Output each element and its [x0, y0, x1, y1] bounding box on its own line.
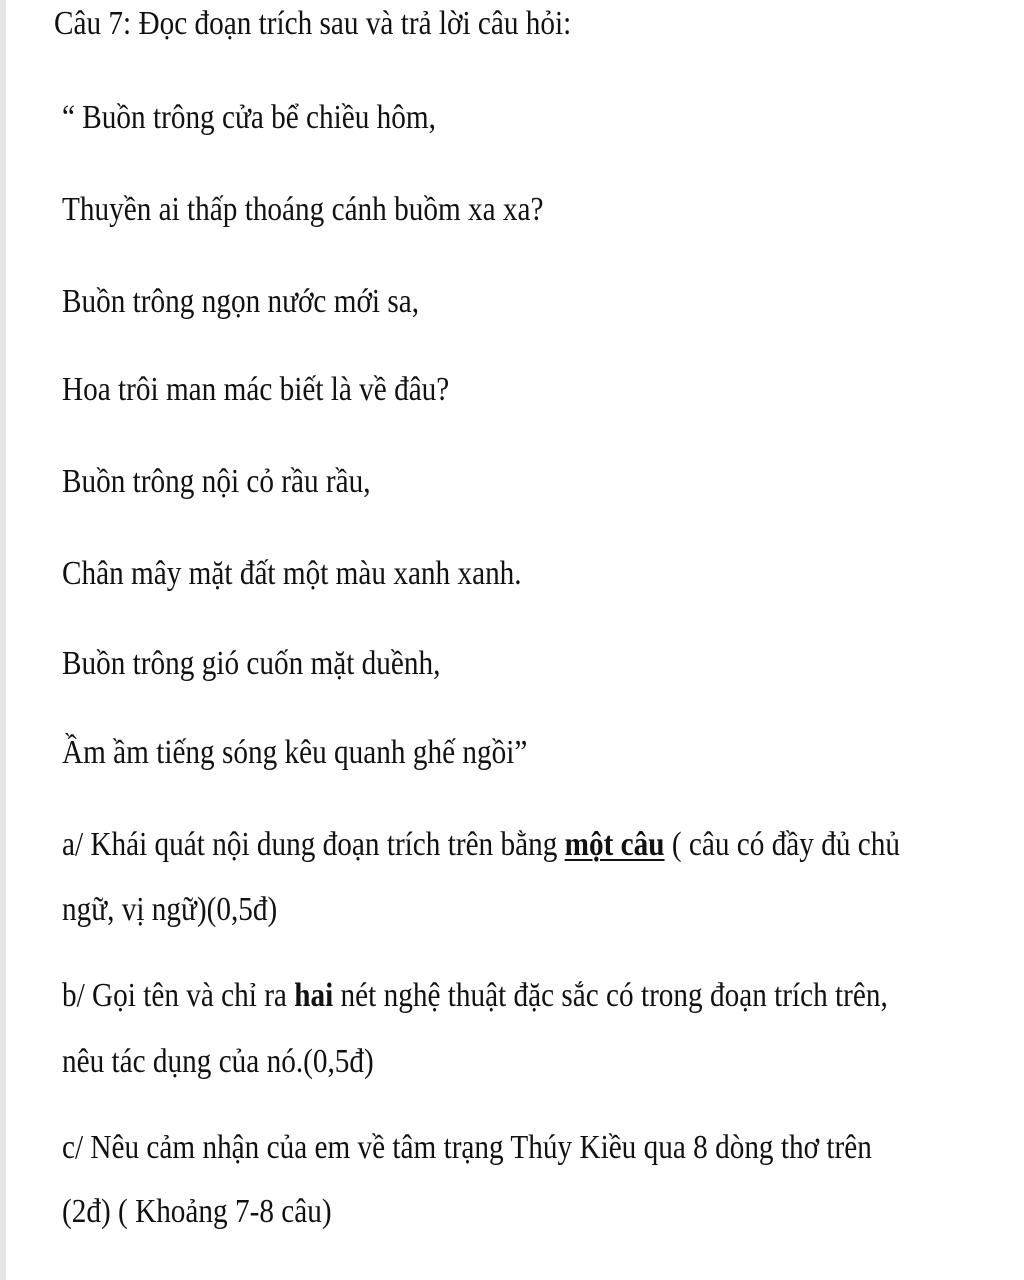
- poem-line-1: “ Buồn trông cửa bể chiều hôm,: [62, 99, 436, 136]
- subquestion-b-text: b/ Gọi tên và chỉ ra: [62, 977, 295, 1014]
- subquestion-c-line-2: (2đ) ( Khoảng 7-8 câu): [62, 1193, 332, 1230]
- poem-line-2: Thuyền ai thấp thoáng cánh buồm xa xa?: [62, 191, 544, 228]
- subquestion-a-text-end: ( câu có đầy đủ chủ: [664, 826, 900, 863]
- subquestion-a-line-2: ngữ, vị ngữ)(0,5đ): [62, 891, 278, 928]
- subquestion-c-line-1: c/ Nêu cảm nhận của em về tâm trạng Thúy Kiều qua 8 dòng thơ trên: [62, 1129, 872, 1166]
- poem-line-7: Buồn trông gió cuốn mặt duềnh,: [62, 645, 441, 682]
- subquestion-a-emphasis: một câu: [564, 826, 665, 863]
- question-title: Câu 7: Đọc đoạn trích sau và trả lời câu hỏi:: [54, 5, 572, 42]
- subquestion-a-line-1: [62, 825, 900, 865]
- poem-line-4: Hoa trôi man mác biết là về đâu?: [62, 371, 450, 408]
- poem-line-5: Buồn trông nội cỏ rầu rầu,: [62, 463, 371, 500]
- poem-line-8: Ầm ầm tiếng sóng kêu quanh ghế ngồi”: [62, 734, 528, 771]
- poem-line-6: Chân mây mặt đất một màu xanh xanh.: [62, 555, 522, 592]
- subquestion-b-emphasis: hai: [294, 977, 334, 1014]
- subquestion-b-line-2: nêu tác dụng của nó.(0,5đ): [62, 1043, 374, 1080]
- subquestion-b-text-end: nét nghệ thuật đặc sắc có trong đoạn trích trên,: [333, 977, 888, 1014]
- subquestion-a-text: a/ Khái quát nội dung đoạn trích trên bằng: [62, 826, 565, 863]
- poem-line-3: Buồn trông ngọn nước mới sa,: [62, 283, 420, 320]
- subquestion-b-line-1: [62, 976, 888, 1016]
